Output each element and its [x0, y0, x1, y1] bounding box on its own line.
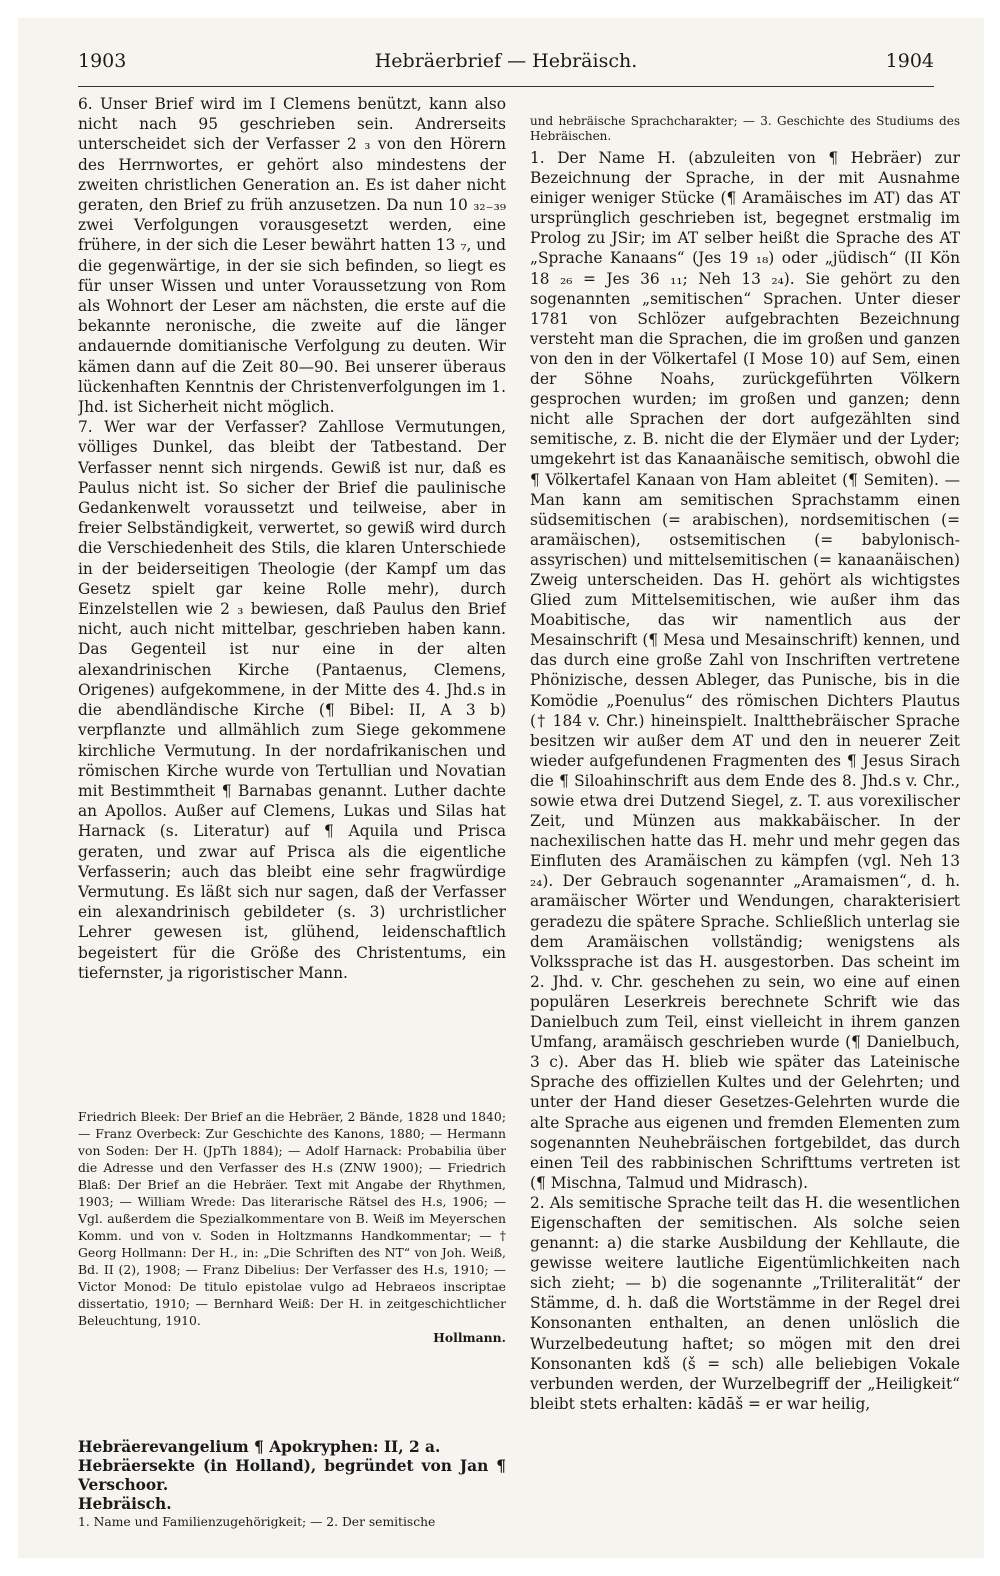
literature-block [78, 1108, 506, 1346]
page-header [78, 44, 934, 84]
entry-hebraeisch-toc: 1. Name und Familienzugehörigkeit; — 2. Der semitische [78, 1515, 436, 1529]
entry-hebraeersekte: Hebräersekte (in Holland), begründet von Jan ¶ Verschoor. [78, 1457, 506, 1494]
toc-continuation: und hebräische Sprachcharakter; — 3. Geschichte des Studiums des Hebräischen. [530, 114, 960, 143]
entries-block [78, 1438, 506, 1530]
literature-list: Friedrich Bleek: Der Brief an die Hebräer, 2 Bände, 1828 und 1840; — Franz Overbeck: Zur Geschichte des Kanons, 1880; — Hermann von Soden: Der H. (JpTh 1884); — Adolf Harnack: Probabilia über die Adresse und den Verfasser des H.s (ZNW 1900); — Friedrich Blaß: Der Brief an die Hebräer. Text mit Angabe der Rhythmen, 1903; — William Wrede: Das literarische Rätsel des H.s, 1906; — Vgl. außerdem die Spezialkommentare von B. Weiß im Meyerschen Komm. und von v. Soden in Holtzmanns Handkommentar; — † Georg Hollmann: Der H., in: „Die Schriften des NT“ von Joh. Weiß, Bd. II (2), 1908; — Franz Dibelius: Der Verfasser des H.s, 1910; — Victor Monod: De titulo epistolae vulgo ad Hebraeos inscriptae dissertatio, 1910; — Bernhard Weiß: Der H. in zeitgeschichtlicher Beleuchtung, 1910. [78, 1109, 506, 1328]
left-column [78, 94, 506, 1104]
paragraph-6: 6. Unser Brief wird im I Clemens benützt, kann also nicht nach 95 geschrieben sein. Andrerseits unterscheidet sich der Verfasser 2 ₃ von den Hörern des Herrnwortes, er gehört also mindestens der zweiten christlichen Generation an. Es ist daher nicht geraten, den Brief zu früh anzusetzen. Da nun 10 ₃₂₋₃₉ zwei Verfolgungen vorausgesetzt werden, eine frühere, in der sich die Leser bewährt hatten 13 ₇, und die gegenwärtige, in der sie sich befinden, so liegt es für unser Wissen und unter Voraussetzung von Rom als Wohnort der Leser am nächsten, die erste auf die bekannte neronische, die zweite auf die länger andauernde domitianische Verfolgung zu deuten. Wir kämen dann auf die Zeit 80—90. Bei unserer überaus lückenhaften Kenntnis der Christenverfolgungen im 1. Jhd. ist Sicherheit nicht möglich. [78, 95, 506, 417]
left-page-number: 1903 [78, 50, 127, 72]
paragraph-7: 7. Wer war der Verfasser? Zahllose Vermutungen, völliges Dunkel, das bleibt der Tatbestand. Der Verfasser nennt sich nirgends. Gewiß ist nur, daß es Paulus nicht ist. So sicher der Brief die paulinische Gedankenwelt voraussetzt und teilweise, aber in freier Selbständigkeit, verwertet, so gewiß wird durch die Verschiedenheit des Stils, die klaren Unterschiede in der beiderseitigen Theologie (der Kampf um das Gesetz spielt gar keine Rolle mehr), durch Einzelstellen wie 2 ₃ bewiesen, daß Paulus den Brief nicht, auch nicht mittelbar, geschrieben haben kann. Das Gegenteil ist nur eine in der alten alexandrinischen Kirche (Pantaenus, Clemens, Origenes) aufgekommene, in der Mitte des 4. Jhd.s in die abendländische Kirche (¶ Bibel: II, A 3 b) verpflanzte und allmählich zum Siege gekommene kirchliche Vermutung. In der nordafrikanischen und römischen Kirche wurde von Tertullian und Novatian mit Bestimmtheit ¶ Barnabas genannt. Luther dachte an Apollos. Außer auf Clemens, Lukas und Silas hat Harnack (s. Literatur) auf ¶ Aquila und Prisca geraten, und zwar auf Prisca als die eigentliche Verfasserin; auch das bleibt eine sehr fragwürdige Vermutung. Es läßt sich nur sagen, daß der Verfasser ein alexandrinisch gebildeter (s. 3) urchristlicher Lehrer gewesen ist, glühend, leidenschaftlich begeistert für die Größe des Christentums, ein tiefernster, ja rigoristischer Mann. [78, 418, 506, 982]
entry-hebraeerevangelium: Hebräerevangelium ¶ Apokryphen: II, 2 a. [78, 1438, 441, 1456]
entry-hebraeisch-heading: Hebräisch. [78, 1495, 172, 1513]
header-rule [78, 86, 934, 87]
paragraph-2: 2. Als semitische Sprache teilt das H. die wesentlichen Eigenschaften der semitischen. Als solche seien genannt: a) die starke Ausbildung der Kehllaute, die gewisse weitere lautliche Eigentümlichkeiten nach sich zieht; — b) die sogenannte „Triliteralität“ der Stämme, d. h. daß die Wortstämme in der Regel drei Konsonanten enthalten, an denen unlöslich die Wurzelbedeutung haftet; so mögen mit den drei Konsonanten kdš (š = sch) alle beliebigen Vokale verbunden werden, der Wurzelbegriff der „Heiligkeit“ bleibt stets erhalten: kādāš = er war heilig, [530, 1193, 960, 1413]
right-column [530, 114, 960, 1414]
paragraph-1: 1. Der Name H. (abzuleiten von ¶ Hebräer) zur Bezeichnung der Sprache, in der mit Ausnahme einiger weniger Stücke (¶ Aramäisches im AT) das AT ursprünglich geschrieben ist, begegnet erstmalig im Prolog zu JSir; im AT selber heißt die Sprache des AT „Sprache Kanaans“ (Jes 19 ₁₈) oder „jüdisch“ (II Kön 18 ₂₆ = Jes 36 ₁₁; Neh 13 ₂₄). Sie gehört zu den sogenannten „semitischen“ Sprachen. Unter dieser 1781 von Schlözer aufgebrachten Bezeichnung versteht man die Sprachen, die im großen und ganzen von den in der Völkertafel (I Mose 10) auf Sem, einen der Söhne Noahs, zurückgeführten Völkern gesprochen wurden; im großen und ganzen; denn nicht alle Sprachen der dort aufgezählten sind semitische, z. B. nicht die der Elymäer und der Lyder; umgekehrt ist das Kanaanäische semitisch, obwohl die ¶ Völkertafel Kanaan von Ham ableitet (¶ Semiten). — Man kann am semitischen Sprachstamm einen südsemitischen (= arabischen), nordsemitischen (= aramäischen), ostsemitischen (= babylonisch-assyrischen) und mittelsemitischen (= kanaanäischen) Zweig unterscheiden. Das H. gehört als wichtigstes Glied zum Mittelsemitischen, wie außer ihm das Moabitische, das wir namentlich aus der Mesainschrift (¶ Mesa und Mesainschrift) kennen, und das durch eine große Zahl von Inschriften vertretene Phönizische, dessen Ableger, das Punische, bis in die Komödie „Poenulus“ des römischen Dichters Plautus († 184 v. Chr.) hineinspielt. Inaltthebräischer Sprache besitzen wir außer dem AT und den in neuerer Zeit wieder aufgefundenen Fragmenten des ¶ Jesus Sirach die ¶ Siloahinschrift aus dem Ende des 8. Jhd.s v. Chr., sowie etwa drei Dutzend Siegel, z. T. aus vorexilischer Zeit, und Münzen aus makkabäischer. In der nachexilischen hatte das H. mehr und mehr gegen das Einfluten des Aramäischen zu kämpfen (vgl. Neh 13 ₂₄). Der Gebrauch sogenannter „Aramaismen“, d. h. aramäischer Wörter und Wendungen, charakterisiert geradezu die spätere Sprache. Schließlich unterlag sie dem Aramäischen vollständig; wenigstens als Volkssprache ist das H. ausgestorben. Das scheint im 2. Jhd. v. Chr. geschehen zu sein, wo eine auf einen populären Leserkreis berechnete Schrift wie das Danielbuch zum Teil, einst vielleicht in ihrem ganzen Umfang, aramäisch geschrieben wurde (¶ Danielbuch, 3 c). Aber das H. blieb wie später das Lateinische Sprache des offiziellen Kultes und der Gelehrten; und unter der Hand dieser Gesetzes-Gelehrten wurde die alte Sprache aus eigenen und fremden Elementen zum sogenannten Neuhebräischen fortgebildet, das durch einen Teil des rabbinischen Schrifttums vertreten ist (¶ Mischna, Talmud und Midrasch). [530, 149, 960, 1192]
running-title: Hebräerbrief — Hebräisch. [374, 50, 638, 72]
scanned-page [18, 18, 984, 1558]
author-signature: Hollmann. [433, 1330, 506, 1345]
right-page-number: 1904 [885, 50, 934, 72]
